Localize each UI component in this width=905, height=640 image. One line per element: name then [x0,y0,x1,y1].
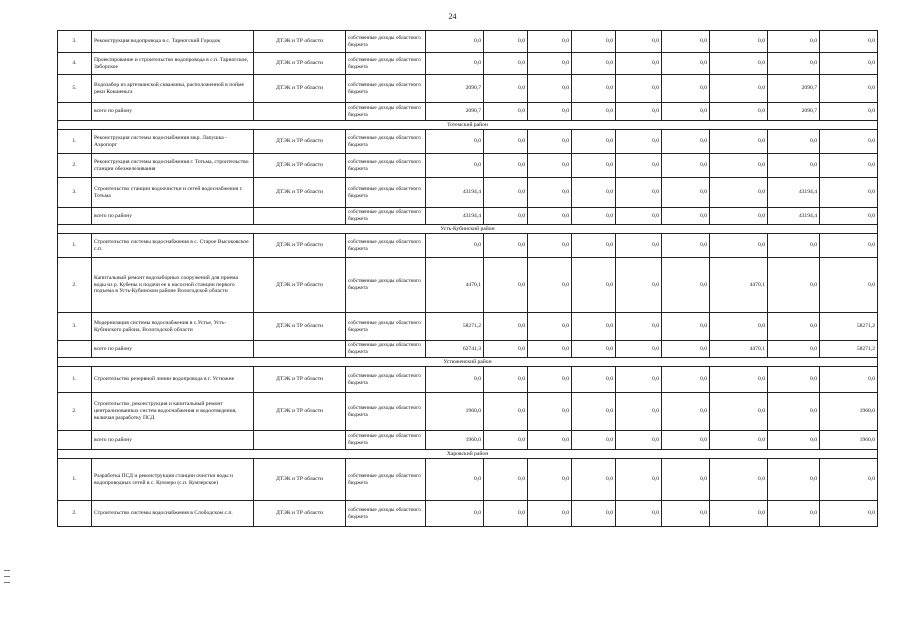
amount-cell: 0,0 [616,31,662,53]
amount-cell: 0,0 [710,313,768,341]
row-number: 2. [58,501,92,527]
district-header-row [58,225,878,234]
amount-cell: 0,0 [820,258,878,313]
amount-cell: 0,0 [820,178,878,208]
amount-cell: 0,0 [484,154,528,178]
amount-cell: 0,0 [820,130,878,154]
district-title: Усть-Кубинский район [58,225,878,234]
responsible-executor: ДТЭК и ТР области [254,234,346,258]
funding-source: собственные доходы областного бюджета [346,53,426,75]
amount-cell: 0,0 [528,103,572,121]
amount-cell: 0,0 [710,53,768,75]
amount-cell: 0,0 [616,393,662,431]
row-number: 2. [58,258,92,313]
funding-source: собственные доходы областного бюджета [346,103,426,121]
amount-cell: 0,0 [768,31,820,53]
amount-cell: 0,0 [528,53,572,75]
amount-cell: 1960,0 [426,431,484,450]
amount-cell: 0,0 [662,53,710,75]
amount-cell: 0,0 [768,313,820,341]
page-number: 24 [448,12,457,21]
amount-cell: 0,0 [820,208,878,225]
amount-cell: 0,0 [528,459,572,501]
table-row [58,53,878,75]
amount-cell: 0,0 [528,154,572,178]
amount-cell: 0,0 [710,103,768,121]
amount-cell: 2090,7 [426,103,484,121]
amount-cell: 0,0 [662,154,710,178]
amount-cell: 2090,7 [768,103,820,121]
amount-cell: 0,0 [484,258,528,313]
amount-cell: 62741,3 [426,341,484,358]
amount-cell: 43194,4 [768,208,820,225]
amount-cell: 0,0 [616,130,662,154]
amount-cell: 0,0 [710,208,768,225]
amount-cell: 0,0 [426,53,484,75]
amount-cell: 0,0 [528,341,572,358]
amount-cell: 0,0 [710,234,768,258]
funding-source: собственные доходы областного бюджета [346,393,426,431]
amount-cell: 0,0 [528,31,572,53]
amount-cell: 0,0 [572,258,616,313]
funding-source: собственные доходы областного бюджета [346,341,426,358]
responsible-executor: ДТЭК и ТР области [254,367,346,393]
funding-source: собственные доходы областного бюджета [346,208,426,225]
amount-cell: 0,0 [616,208,662,225]
amount-cell: 0,0 [572,154,616,178]
amount-cell: 0,0 [616,178,662,208]
amount-cell: 0,0 [616,103,662,121]
funding-source: собственные доходы областного бюджета [346,459,426,501]
measure-name: Модернизация системы водоснабжения в с.Устье, Усть-Кубинского района, Вологодской области [92,313,254,341]
amount-cell: 0,0 [616,75,662,103]
responsible-executor: ДТЭК и ТР области [254,75,346,103]
amount-cell: 0,0 [710,154,768,178]
amount-cell: 0,0 [528,178,572,208]
amount-cell: 0,0 [484,313,528,341]
amount-cell: 2090,7 [426,75,484,103]
amount-cell: 4470,1 [710,341,768,358]
amount-cell: 0,0 [710,75,768,103]
amount-cell: 0,0 [572,459,616,501]
responsible-executor: ДТЭК и ТР области [254,53,346,75]
amount-cell: 0,0 [820,75,878,103]
funding-source: собственные доходы областного бюджета [346,178,426,208]
funding-source: собственные доходы областного бюджета [346,313,426,341]
amount-cell: 0,0 [426,459,484,501]
table-row [58,501,878,527]
amount-cell: 0,0 [484,393,528,431]
row-number: 1. [58,459,92,501]
responsible-executor: ДТЭК и ТР области [254,459,346,501]
amount-cell: 0,0 [426,31,484,53]
measure-name: Разработка ПСД и реконструкция станции очистки воды и водопроводных сетей в с. Кумзеро (с.п. Кумзерское) [92,459,254,501]
responsible-executor [254,103,346,121]
amount-cell: 0,0 [572,393,616,431]
amount-cell: 43194,4 [768,178,820,208]
row-number [58,431,92,450]
amount-cell: 0,0 [768,154,820,178]
amount-cell: 0,0 [662,313,710,341]
amount-cell: 0,0 [426,501,484,527]
table-row [58,459,878,501]
amount-cell: 0,0 [426,367,484,393]
amount-cell: 2090,7 [768,75,820,103]
responsible-executor: ДТЭК и ТР области [254,154,346,178]
amount-cell: 0,0 [820,103,878,121]
amount-cell: 58271,2 [820,313,878,341]
amount-cell: 0,0 [572,53,616,75]
row-number: 3. [58,31,92,53]
amount-cell: 0,0 [572,75,616,103]
margin-mark [4,576,10,577]
table-row [58,154,878,178]
amount-cell: 0,0 [768,367,820,393]
amount-cell: 58271,2 [426,313,484,341]
amount-cell: 43194,4 [426,178,484,208]
funding-source: собственные доходы областного бюджета [346,501,426,527]
table-row [58,178,878,208]
amount-cell: 0,0 [662,341,710,358]
amount-cell: 0,0 [710,367,768,393]
row-number: 1. [58,234,92,258]
amount-cell: 0,0 [484,103,528,121]
responsible-executor [254,431,346,450]
amount-cell: 0,0 [820,31,878,53]
amount-cell: 0,0 [820,501,878,527]
table-row [58,234,878,258]
amount-cell: 0,0 [484,178,528,208]
funding-source: собственные доходы областного бюджета [346,431,426,450]
amount-cell: 0,0 [572,130,616,154]
amount-cell: 43194,4 [426,208,484,225]
table-row [58,258,878,313]
measure-name: Проектирование и строительство водопровода в с.п. Тарногское, Заборское [92,53,254,75]
funding-source: собственные доходы областного бюджета [346,234,426,258]
amount-cell: 0,0 [528,258,572,313]
amount-cell: 0,0 [662,75,710,103]
amount-cell: 0,0 [820,154,878,178]
amount-cell: 0,0 [528,431,572,450]
margin-mark [4,570,10,571]
funding-source: собственные доходы областного бюджета [346,258,426,313]
amount-cell: 0,0 [616,234,662,258]
amount-cell: 0,0 [616,154,662,178]
amount-cell: 0,0 [572,234,616,258]
funding-source: собственные доходы областного бюджета [346,75,426,103]
responsible-executor [254,208,346,225]
measure-name: Водозабор из артезианской скважины, расположенной в пойме реки Кокшеньга [92,75,254,103]
amount-cell: 0,0 [484,367,528,393]
row-number: 2. [58,393,92,431]
table-row [58,75,878,103]
amount-cell: 1960,0 [426,393,484,431]
row-number: 2. [58,154,92,178]
district-header-row [58,121,878,130]
amount-cell: 0,0 [768,459,820,501]
amount-cell: 4470,1 [426,258,484,313]
responsible-executor: ДТЭК и ТР области [254,313,346,341]
amount-cell: 0,0 [616,53,662,75]
amount-cell: 0,0 [528,393,572,431]
amount-cell: 0,0 [662,258,710,313]
measure-name: всего по району [92,103,254,121]
amount-cell: 4470,1 [710,258,768,313]
amount-cell: 0,0 [616,313,662,341]
amount-cell: 0,0 [662,501,710,527]
amount-cell: 0,0 [426,234,484,258]
amount-cell: 0,0 [820,459,878,501]
measure-name: всего по району [92,431,254,450]
amount-cell: 0,0 [616,459,662,501]
district-total-row [58,208,878,225]
responsible-executor: ДТЭК и ТР области [254,258,346,313]
amount-cell: 0,0 [528,501,572,527]
responsible-executor: ДТЭК и ТР области [254,178,346,208]
table-row [58,130,878,154]
responsible-executor [254,341,346,358]
table-row [58,367,878,393]
amount-cell: 58271,2 [820,341,878,358]
amount-cell: 0,0 [710,178,768,208]
amount-cell: 0,0 [710,459,768,501]
amount-cell: 0,0 [662,459,710,501]
amount-cell: 0,0 [484,75,528,103]
row-number [58,208,92,225]
amount-cell: 0,0 [662,393,710,431]
row-number [58,103,92,121]
amount-cell: 0,0 [528,75,572,103]
amount-cell: 0,0 [768,258,820,313]
amount-cell: 0,0 [710,431,768,450]
amount-cell: 0,0 [662,31,710,53]
district-total-row [58,341,878,358]
amount-cell: 0,0 [616,258,662,313]
funding-source: собственные доходы областного бюджета [346,31,426,53]
amount-cell: 0,0 [572,341,616,358]
amount-cell: 0,0 [616,367,662,393]
amount-cell: 0,0 [528,208,572,225]
investment-program-table [57,30,878,527]
amount-cell: 0,0 [710,130,768,154]
row-number: 3. [58,313,92,341]
amount-cell: 0,0 [820,367,878,393]
amount-cell: 1960,0 [820,431,878,450]
table-row [58,31,878,53]
amount-cell: 0,0 [820,234,878,258]
amount-cell: 0,0 [616,501,662,527]
amount-cell: 0,0 [528,130,572,154]
amount-cell: 0,0 [662,431,710,450]
funding-source: собственные доходы областного бюджета [346,130,426,154]
district-header-row [58,358,878,367]
amount-cell: 0,0 [484,53,528,75]
amount-cell: 0,0 [572,313,616,341]
amount-cell: 0,0 [484,31,528,53]
row-number: 3. [58,178,92,208]
row-number: 5. [58,75,92,103]
amount-cell: 0,0 [572,501,616,527]
row-number: 1. [58,367,92,393]
amount-cell: 0,0 [768,431,820,450]
amount-cell: 0,0 [484,208,528,225]
amount-cell: 0,0 [484,501,528,527]
amount-cell: 0,0 [768,130,820,154]
amount-cell: 0,0 [768,53,820,75]
measure-name: Строительство системы водоснабжения в с. Старое Высоковское с.п. [92,234,254,258]
district-title: Харовский район [58,450,878,459]
amount-cell: 0,0 [484,341,528,358]
margin-mark [4,582,10,583]
responsible-executor: ДТЭК и ТР области [254,130,346,154]
measure-name: Строительство резервной линии водопровода в г. Устюжне [92,367,254,393]
amount-cell: 0,0 [528,313,572,341]
amount-cell: 0,0 [426,154,484,178]
amount-cell: 0,0 [572,178,616,208]
amount-cell: 0,0 [710,393,768,431]
amount-cell: 1960,0 [820,393,878,431]
amount-cell: 0,0 [484,431,528,450]
amount-cell: 0,0 [662,208,710,225]
funding-source: собственные доходы областного бюджета [346,154,426,178]
amount-cell: 0,0 [572,103,616,121]
funding-source: собственные доходы областного бюджета [346,367,426,393]
table-row [58,313,878,341]
responsible-executor: ДТЭК и ТР области [254,31,346,53]
amount-cell: 0,0 [528,367,572,393]
amount-cell: 0,0 [572,367,616,393]
amount-cell: 0,0 [572,31,616,53]
district-total-row [58,431,878,450]
measure-name: Реконструкция системы водоснабжения г. Тотьма, строительство станции обезжелезивания [92,154,254,178]
measure-name: Реконструкция системы водоснабжения мкр. Лапушка - Аэропорт [92,130,254,154]
row-number: 1. [58,130,92,154]
amount-cell: 0,0 [662,234,710,258]
row-number: 4. [58,53,92,75]
row-number [58,341,92,358]
district-title: Тотемский район [58,121,878,130]
amount-cell: 0,0 [616,341,662,358]
measure-name: всего по району [92,341,254,358]
amount-cell: 0,0 [572,431,616,450]
measure-name: Строительство системы водоснабжения в Слободском с.п. [92,501,254,527]
amount-cell: 0,0 [528,234,572,258]
district-title: Устюженский район [58,358,878,367]
table-row [58,393,878,431]
amount-cell: 0,0 [710,31,768,53]
amount-cell: 0,0 [484,130,528,154]
responsible-executor: ДТЭК и ТР области [254,393,346,431]
amount-cell: 0,0 [820,53,878,75]
amount-cell: 0,0 [662,130,710,154]
amount-cell: 0,0 [484,459,528,501]
amount-cell: 0,0 [768,234,820,258]
amount-cell: 0,0 [484,234,528,258]
measure-name: Капитальный ремонт водозаборных сооружений для приема воды из р. Кубены и подачи ее к насосной станции первого подъема в Усть-Кубинском районе Вологодской области [92,258,254,313]
measure-name: всего по району [92,208,254,225]
amount-cell: 0,0 [768,393,820,431]
responsible-executor: ДТЭК и ТР области [254,501,346,527]
measure-name: Строительство, реконструкция и капитальный ремонт централизованных систем водоснабжения и водоотведения, включая разработку ПСД [92,393,254,431]
amount-cell: 0,0 [662,103,710,121]
amount-cell: 0,0 [572,208,616,225]
district-header-row [58,450,878,459]
amount-cell: 0,0 [768,341,820,358]
amount-cell: 0,0 [662,367,710,393]
table-body [58,31,878,527]
amount-cell: 0,0 [426,130,484,154]
measure-name: Реконструкция водопровода в с. Тарногский Городок [92,31,254,53]
amount-cell: 0,0 [710,501,768,527]
amount-cell: 0,0 [616,431,662,450]
amount-cell: 0,0 [662,178,710,208]
district-total-row [58,103,878,121]
measure-name: Строительство станции водоочистки и сетей водоснабжения г. Тотьма [92,178,254,208]
amount-cell: 0,0 [768,501,820,527]
